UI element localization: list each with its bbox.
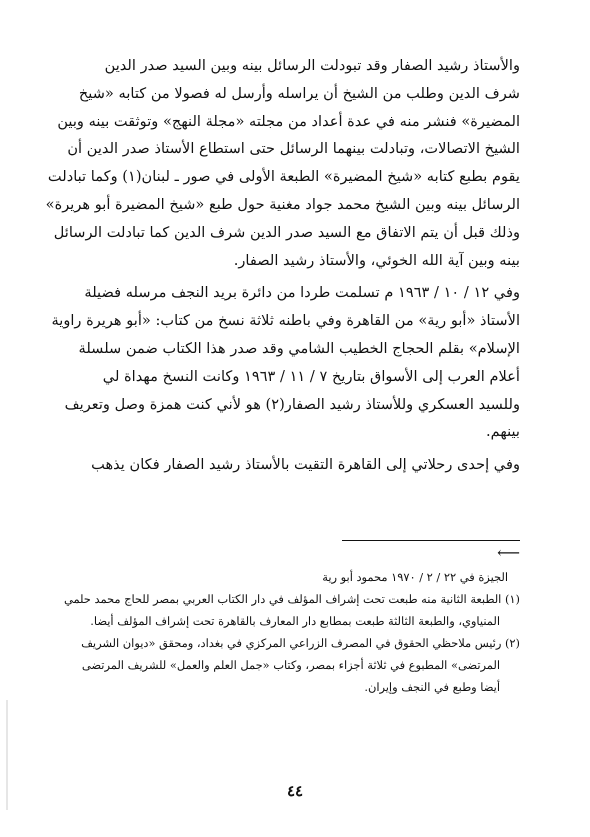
- text-line: يقوم بطبع كتابه «شيخ المضيرة» الطبعة الأولى في صور ـ لبنان(١) وكما تبادلت: [47, 168, 520, 186]
- footnote-2-line: أيضا وطبع في النجف وإيران.: [364, 680, 500, 694]
- text-line: بينهم.: [486, 423, 520, 441]
- text-line: الأستاذ «أبو رية» من القاهرة وفي باطنه ثلاثة نسخ من كتاب: «أبو هريرة راوية: [51, 312, 520, 330]
- paragraph-3: [70, 451, 520, 479]
- paragraph-2: [51, 279, 520, 446]
- footnotes: [63, 566, 520, 698]
- continuation-arrow-icon: ⟵: [497, 543, 520, 562]
- text-line: وفي ١٢ / ١٠ / ١٩٦٣ م تسلمت طردا من دائرة بريد النجف مرسله فضيلة: [84, 284, 520, 302]
- text-line: الشيخ الاتصالات، وتبادلت بينهما الرسائل حتى استطاع الأستاذ صدر الدين أن: [67, 140, 520, 158]
- text-line: والأستاذ رشيد الصفار وقد تبودلت الرسائل بينه وبين السيد صدر الدين: [104, 57, 520, 74]
- text-line: أعلام العرب إلى الأسواق بتاريخ ٧ / ١١ / ١٩٦٣ وكانت النسخ مهداة لي: [102, 367, 520, 385]
- scan-edge-shadow: [6, 700, 8, 810]
- footnote-2-line: (٢) رئيس ملاحظي الحقوق في المصرف الزراعي المركزي في بغداد، ومحقق «ديوان الشريف: [81, 636, 520, 650]
- text-line: وللسيد العسكري وللأستاذ رشيد الصفار(٢) هو لأني كنت همزة وصل وتعريف: [64, 395, 520, 413]
- text-line: وذلك قبل أن يتم الاتفاق مع السيد صدر الدين شرف الدين كما تبادلت الرسائل: [53, 223, 520, 241]
- text-line: الإسلام» بقلم الحجاج الخطيب الشامي وقد صدر هذا الكتاب ضمن سلسلة: [78, 339, 520, 357]
- footnote-2-line: المرتضى» المطبوع في ثلاثة أجزاء بمصر، وكتاب «جمل العلم والعمل» للشريف المرتضى: [81, 658, 500, 672]
- footnote-letter-date: الجيزة في ٢٢ / ٢ / ١٩٧٠ محمود أبو رية: [322, 570, 508, 584]
- text-line: المضيرة» فنشر منه في عدة أعداد من مجلته «مجلة النهج» وتوثقت بينه وبين: [57, 112, 520, 130]
- footnote-1-line: (١) الطبعة الثانية منه طبعت تحت إشراف المؤلف في دار الكتاب العربي بمصر للحاج محمد حلمي: [63, 592, 520, 606]
- text-line: الرسائل بينه وبين الشيخ محمد جواد مغنية حول طبع «شيخ المضيرة أبو هريرة»: [45, 195, 520, 213]
- main-text: [45, 52, 520, 479]
- text-line: بينه وبين آية الله الخوئي، والأستاذ رشيد الصفار.: [233, 251, 520, 269]
- text-line: شرف الدين وطلب من الشيخ أن يراسله وأرسل له فصولا من كتابه «شيخ: [78, 84, 520, 102]
- text-line: وفي إحدى رحلاتي إلى القاهرة التقيت بالأستاذ رشيد الصفار فكان يذهب: [91, 456, 520, 474]
- footnote-separator: [342, 540, 520, 541]
- page-number: ٤٤: [286, 782, 304, 800]
- paragraph-1: [45, 52, 520, 274]
- footnote-1-line: المنياوي، والطبعة الثالثة طبعت بمطابع دار المعارف بالقاهرة تحت إشراف المؤلف أيضا.: [90, 614, 500, 628]
